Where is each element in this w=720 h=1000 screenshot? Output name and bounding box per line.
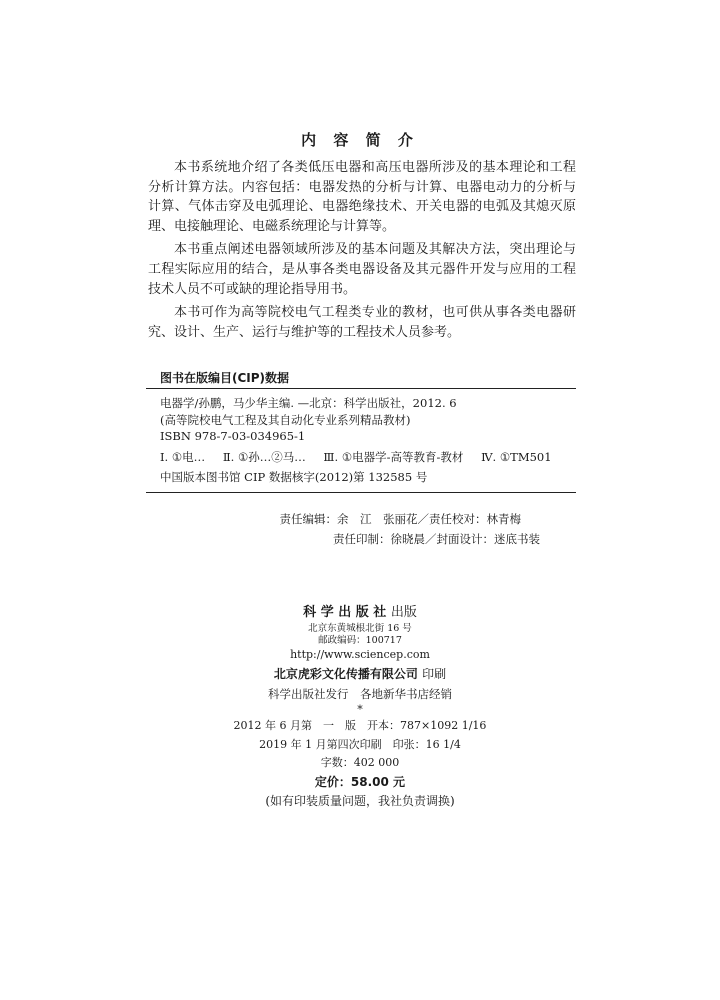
cip-classification xyxy=(160,449,576,466)
cip-class-1: Ⅰ. ①电… xyxy=(160,449,206,464)
summary-paragraph-2: 本书重点阐述电器领域所涉及的基本问题及其解决方法，突出理论与工程实际应用的结合，是从事各类电器设备及其元器件开发与应用的工程技术人员不可或缺的理论指导用书。 xyxy=(148,242,576,297)
publisher-postcode: 邮政编码：100717 xyxy=(318,635,402,646)
cip-title-line: 电器学/孙鹏，马少华主编. —北京：科学出版社，2012. 6 xyxy=(160,396,457,410)
publisher-line xyxy=(0,603,720,623)
cip-record xyxy=(146,388,576,493)
price: 定价：58.00 元 xyxy=(314,774,406,789)
printer-line xyxy=(0,663,720,685)
edition-line: 2012 年 6 月第 一 版 开本：787×1092 1/16 xyxy=(233,719,487,732)
cip-series-line: (高等院校电气工程及其自动化专业系列精品教材) xyxy=(160,412,411,427)
cip-number: 中国版本图书馆 CIP 数据核字(2012)第 132585 号 xyxy=(160,470,428,485)
publisher-role: 出版 xyxy=(390,605,417,620)
separator-star: * xyxy=(357,703,363,716)
cip-block xyxy=(146,371,576,493)
publisher-name: 科 学 出 版 社 xyxy=(303,605,387,620)
credit-editors: 责任编辑：余 江 张丽花／责任校对：林青梅 xyxy=(279,512,521,526)
cip-isbn: ISBN 978-7-03-034965-1 xyxy=(160,429,306,444)
quality-notice: (如有印装质量问题，我社负责调换) xyxy=(265,793,455,808)
imprint xyxy=(0,603,720,811)
credits xyxy=(0,509,720,549)
page-title: 内 容 简 介 xyxy=(301,131,419,149)
cip-class-4: Ⅳ. ①TM501 xyxy=(481,449,552,464)
publisher-url: http://www.sciencep.com xyxy=(290,648,430,661)
word-count: 字数：402 000 xyxy=(320,756,400,769)
printing-line: 2019 年 1 月第四次印刷 印张：16 1/4 xyxy=(259,737,461,751)
summary-paragraph-3: 本书可作为高等院校电气工程类专业的教材，也可供从事各类电器研究、设计、生产、运行与维护等的工程技术人员参考。 xyxy=(148,305,576,340)
publisher-address: 北京东黄城根北街 16 号 xyxy=(308,623,412,634)
credit-production: 责任印制：徐晓晨／封面设计：迷底书装 xyxy=(333,532,540,546)
summary-paragraph-1: 本书系统地介绍了各类低压电器和高压电器所涉及的基本理论和工程分析计算方法。内容包括：电器发热的分析与计算、电器电动力的分析与计算、气体击穿及电弧理论、电器绝缘技术、开关电器的电弧及其熄灭原理、电接触理论、电磁系统理论与计算等。 xyxy=(148,160,576,234)
printer-role: 印刷 xyxy=(422,667,447,681)
summary-section xyxy=(148,158,576,346)
cip-class-3: Ⅲ. ①电器学-高等教育-教材 xyxy=(323,449,464,464)
distribution-line: 科学出版社发行 各地新华书店经销 xyxy=(268,687,452,701)
cip-class-2: Ⅱ. ①孙…②马… xyxy=(222,449,306,464)
printer-name: 北京虎彩文化传播有限公司 xyxy=(273,667,418,681)
cip-heading: 图书在版编目(CIP)数据 xyxy=(160,371,290,385)
